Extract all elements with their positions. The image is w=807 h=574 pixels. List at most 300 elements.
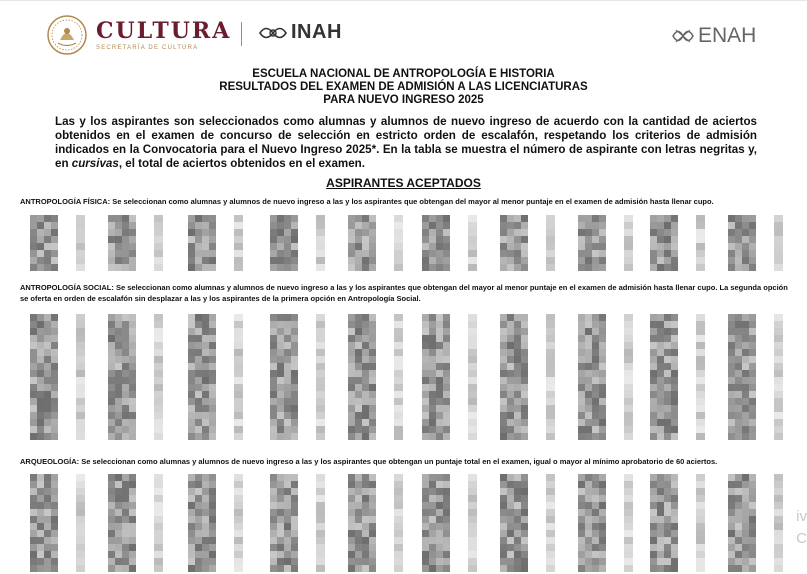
blur-cell <box>51 236 58 243</box>
blur-cell <box>316 349 325 356</box>
cultura-wordmark: CULTURA <box>96 17 232 44</box>
blur-cell <box>76 433 85 440</box>
blur-cell <box>108 328 115 335</box>
blur-cell <box>585 474 592 481</box>
blur-cell <box>585 405 592 412</box>
blur-cell <box>585 488 592 495</box>
blur-cell <box>30 342 37 349</box>
blur-cell <box>657 405 664 412</box>
blur-cell <box>742 236 749 243</box>
blur-cell <box>37 335 44 342</box>
blur-cell <box>284 257 291 264</box>
blur-cell <box>348 433 355 440</box>
blur-cell <box>355 502 362 509</box>
blur-cell <box>76 264 85 271</box>
blur-cell <box>742 222 749 229</box>
blur-cell <box>394 544 403 551</box>
blur-cell <box>188 229 195 236</box>
blur-cell <box>664 370 671 377</box>
blur-cell <box>30 222 37 229</box>
blur-cell <box>592 405 599 412</box>
blur-cell <box>578 349 585 356</box>
blur-cell <box>316 565 325 572</box>
blur-cell <box>291 551 298 558</box>
blur-cell <box>209 264 216 271</box>
blur-cell <box>284 229 291 236</box>
blur-cell <box>188 243 195 250</box>
blur-cell <box>514 335 521 342</box>
blur-cell <box>154 481 163 488</box>
blur-cell <box>195 222 202 229</box>
blur-cell <box>108 474 115 481</box>
blur-cell <box>500 363 507 370</box>
blur-cell <box>51 509 58 516</box>
blur-cell <box>507 481 514 488</box>
blur-cell <box>355 377 362 384</box>
blur-cell <box>664 377 671 384</box>
blur-cell <box>429 474 436 481</box>
blur-cell <box>728 530 735 537</box>
blur-cell <box>154 516 163 523</box>
blur-cell <box>650 509 657 516</box>
blur-cell <box>277 328 284 335</box>
blur-cell <box>657 426 664 433</box>
blur-cell <box>664 222 671 229</box>
blur-cell <box>624 236 633 243</box>
blur-cell <box>774 523 783 530</box>
blur-cell <box>468 257 477 264</box>
blur-cell <box>592 222 599 229</box>
blur-cell <box>696 384 705 391</box>
blur-cell <box>129 250 136 257</box>
blur-cell <box>108 236 115 243</box>
blur-cell <box>355 488 362 495</box>
blur-cell <box>592 243 599 250</box>
blur-cell <box>76 495 85 502</box>
blur-cell <box>291 342 298 349</box>
blur-cell <box>443 426 450 433</box>
blur-cell <box>51 314 58 321</box>
blur-cell <box>44 363 51 370</box>
blur-cell <box>546 264 555 271</box>
blur-cell <box>429 349 436 356</box>
blur-cell <box>514 264 521 271</box>
blur-cell <box>44 488 51 495</box>
blur-cell <box>650 314 657 321</box>
blur-cell <box>774 405 783 412</box>
blur-cell <box>521 335 528 342</box>
blur-cell <box>30 398 37 405</box>
blur-cell <box>234 335 243 342</box>
blur-cell <box>291 502 298 509</box>
blur-cell <box>188 222 195 229</box>
blur-cell <box>270 335 277 342</box>
blur-cell <box>316 391 325 398</box>
blur-cell <box>284 398 291 405</box>
blur-cell <box>348 229 355 236</box>
blur-cell <box>30 356 37 363</box>
blur-cell <box>774 257 783 264</box>
blur-cell <box>742 384 749 391</box>
blur-cell <box>443 474 450 481</box>
blur-cell <box>735 495 742 502</box>
blur-cell <box>468 384 477 391</box>
blur-cell <box>51 488 58 495</box>
blur-cell <box>749 544 756 551</box>
blur-cell <box>234 474 243 481</box>
blur-cell <box>443 481 450 488</box>
blur-cell <box>277 412 284 419</box>
blur-cell <box>51 419 58 426</box>
blur-cell <box>277 243 284 250</box>
blur-cell <box>316 509 325 516</box>
blur-cell <box>578 342 585 349</box>
blur-cell <box>44 222 51 229</box>
title-line-2: RESULTADOS DEL EXAMEN DE ADMISIÓN A LAS LICENCIATURAS <box>219 81 588 93</box>
blur-cell <box>521 257 528 264</box>
blur-cell <box>291 321 298 328</box>
blur-cell <box>188 250 195 257</box>
blur-cell <box>37 551 44 558</box>
blur-cell <box>234 495 243 502</box>
blur-cell <box>129 488 136 495</box>
blur-cell <box>514 384 521 391</box>
blur-cell <box>115 537 122 544</box>
enah-logo <box>670 24 756 48</box>
blur-cell <box>316 551 325 558</box>
blur-cell <box>51 433 58 440</box>
blur-cell <box>316 335 325 342</box>
blur-cell <box>500 328 507 335</box>
blur-cell <box>115 509 122 516</box>
blur-cell <box>546 509 555 516</box>
blur-cell <box>316 537 325 544</box>
blur-cell <box>749 426 756 433</box>
blur-cell <box>514 537 521 544</box>
blur-cell <box>348 537 355 544</box>
blur-cell <box>154 377 163 384</box>
blur-cell <box>585 215 592 222</box>
blur-cell <box>195 328 202 335</box>
blur-cell <box>422 257 429 264</box>
blur-cell <box>122 405 129 412</box>
blur-cell <box>436 363 443 370</box>
blur-cell <box>592 264 599 271</box>
blur-cell <box>195 243 202 250</box>
blur-cell <box>369 314 376 321</box>
blur-cell <box>115 544 122 551</box>
blur-cell <box>429 523 436 530</box>
blur-cell <box>521 349 528 356</box>
blur-cell <box>108 222 115 229</box>
blur-cell <box>436 349 443 356</box>
blur-cell <box>429 321 436 328</box>
blur-cell <box>195 481 202 488</box>
blur-cell <box>195 474 202 481</box>
blur-cell <box>664 551 671 558</box>
blur-cell <box>154 530 163 537</box>
blur-cell <box>202 250 209 257</box>
blur-cell <box>154 384 163 391</box>
blur-cell <box>108 229 115 236</box>
blur-cell <box>436 502 443 509</box>
blur-cell <box>316 516 325 523</box>
blur-cell <box>728 370 735 377</box>
blur-cell <box>115 250 122 257</box>
blur-cell <box>546 551 555 558</box>
blur-cell <box>514 377 521 384</box>
blur-cell <box>742 405 749 412</box>
blur-cell <box>696 509 705 516</box>
blur-cell <box>291 565 298 572</box>
blur-cell <box>585 229 592 236</box>
blur-cell <box>291 426 298 433</box>
blur-cell <box>76 523 85 530</box>
blur-cell <box>500 502 507 509</box>
blur-cell <box>599 264 606 271</box>
blur-cell <box>422 474 429 481</box>
blur-cell <box>546 523 555 530</box>
blur-cell <box>500 433 507 440</box>
blur-cell <box>362 236 369 243</box>
blur-cell <box>429 551 436 558</box>
blur-cell <box>429 356 436 363</box>
blur-cell <box>657 356 664 363</box>
blur-cell <box>37 243 44 250</box>
blur-cell <box>624 229 633 236</box>
blur-cell <box>592 558 599 565</box>
blur-cell <box>316 398 325 405</box>
blur-cell <box>443 321 450 328</box>
blur-cell <box>735 516 742 523</box>
blur-cell <box>546 236 555 243</box>
blur-cell <box>30 509 37 516</box>
blur-cell <box>76 488 85 495</box>
blur-cell <box>277 516 284 523</box>
blur-cell <box>599 243 606 250</box>
blur-cell <box>728 321 735 328</box>
blur-cell <box>735 243 742 250</box>
blur-cell <box>514 328 521 335</box>
blur-cell <box>500 222 507 229</box>
blur-cell <box>76 363 85 370</box>
blur-cell <box>585 356 592 363</box>
blur-cell <box>429 215 436 222</box>
blur-cell <box>202 335 209 342</box>
blur-cell <box>348 391 355 398</box>
blur-cell <box>443 544 450 551</box>
blur-cell <box>585 349 592 356</box>
blur-cell <box>436 222 443 229</box>
blur-cell <box>369 370 376 377</box>
blur-cell <box>585 328 592 335</box>
blur-cell <box>115 349 122 356</box>
blur-cell <box>514 398 521 405</box>
blur-cell <box>578 495 585 502</box>
blur-cell <box>30 516 37 523</box>
blur-cell <box>76 391 85 398</box>
blur-cell <box>270 544 277 551</box>
blur-cell <box>436 433 443 440</box>
blur-cell <box>624 481 633 488</box>
blur-cell <box>369 530 376 537</box>
blur-cell <box>657 335 664 342</box>
blur-cell <box>507 523 514 530</box>
blur-cell <box>585 530 592 537</box>
blur-cell <box>108 321 115 328</box>
blur-cell <box>664 426 671 433</box>
blur-cell <box>76 426 85 433</box>
blur-cell <box>578 412 585 419</box>
blur-cell <box>521 342 528 349</box>
blur-cell <box>270 474 277 481</box>
blur-cell <box>599 481 606 488</box>
blur-cell <box>521 250 528 257</box>
blur-cell <box>468 321 477 328</box>
blur-cell <box>728 250 735 257</box>
blur-cell <box>735 377 742 384</box>
blur-cell <box>316 412 325 419</box>
blur-cell <box>154 502 163 509</box>
blur-cell <box>209 419 216 426</box>
blur-cell <box>592 349 599 356</box>
blur-cell <box>316 236 325 243</box>
blur-cell <box>657 229 664 236</box>
blur-cell <box>348 502 355 509</box>
blur-cell <box>585 398 592 405</box>
blur-cell <box>578 215 585 222</box>
blur-cell <box>44 335 51 342</box>
blur-cell <box>291 523 298 530</box>
blur-cell <box>443 398 450 405</box>
blur-cell <box>443 215 450 222</box>
blur-cell <box>578 537 585 544</box>
blur-cell <box>355 537 362 544</box>
blur-cell <box>188 474 195 481</box>
blur-cell <box>735 370 742 377</box>
blur-cell <box>355 412 362 419</box>
blur-cell <box>742 243 749 250</box>
blur-cell <box>521 481 528 488</box>
blur-cell <box>728 229 735 236</box>
blur-cell <box>624 264 633 271</box>
blur-cell <box>277 384 284 391</box>
blur-cell <box>51 377 58 384</box>
blur-cell <box>578 356 585 363</box>
blur-cell <box>429 509 436 516</box>
blur-cell <box>209 398 216 405</box>
blur-cell <box>657 433 664 440</box>
blur-cell <box>129 243 136 250</box>
blur-cell <box>202 391 209 398</box>
blur-cell <box>188 257 195 264</box>
blur-cell <box>44 551 51 558</box>
blur-cell <box>507 215 514 222</box>
blur-cell <box>742 363 749 370</box>
blur-cell <box>429 314 436 321</box>
blur-cell <box>585 377 592 384</box>
blur-cell <box>355 356 362 363</box>
blur-cell <box>37 215 44 222</box>
blur-cell <box>394 488 403 495</box>
blur-cell <box>234 419 243 426</box>
blur-cell <box>578 433 585 440</box>
blur-cell <box>115 236 122 243</box>
blur-cell <box>234 215 243 222</box>
blur-cell <box>592 215 599 222</box>
blur-cell <box>592 565 599 572</box>
blur-cell <box>115 377 122 384</box>
blur-cell <box>657 328 664 335</box>
blur-cell <box>129 558 136 565</box>
blur-cell <box>291 495 298 502</box>
blur-cell <box>443 530 450 537</box>
blur-cell <box>195 391 202 398</box>
blur-cell <box>108 565 115 572</box>
blur-cell <box>521 495 528 502</box>
blur-cell <box>122 321 129 328</box>
blur-cell <box>129 335 136 342</box>
blur-cell <box>284 328 291 335</box>
blur-cell <box>599 328 606 335</box>
blur-cell <box>521 314 528 321</box>
blur-cell <box>188 377 195 384</box>
blur-cell <box>657 264 664 271</box>
blur-cell <box>422 314 429 321</box>
blur-cell <box>500 523 507 530</box>
blur-cell <box>749 495 756 502</box>
blur-cell <box>369 433 376 440</box>
blur-cell <box>316 433 325 440</box>
blur-cell <box>188 426 195 433</box>
blur-cell <box>624 537 633 544</box>
blur-cell <box>696 377 705 384</box>
blur-cell <box>369 558 376 565</box>
blur-cell <box>500 530 507 537</box>
blur-cell <box>122 335 129 342</box>
blur-cell <box>369 502 376 509</box>
blur-cell <box>742 558 749 565</box>
blur-cell <box>735 250 742 257</box>
blur-cell <box>270 426 277 433</box>
blur-cell <box>468 412 477 419</box>
blur-cell <box>657 537 664 544</box>
blur-cell <box>546 229 555 236</box>
blur-cell <box>129 419 136 426</box>
blur-cell <box>671 250 678 257</box>
blur-cell <box>521 502 528 509</box>
blur-cell <box>742 398 749 405</box>
blur-cell <box>44 419 51 426</box>
blur-cell <box>108 349 115 356</box>
blur-cell <box>51 481 58 488</box>
blur-cell <box>546 495 555 502</box>
blur-cell <box>422 433 429 440</box>
blur-cell <box>316 523 325 530</box>
blur-cell <box>348 377 355 384</box>
blur-cell <box>468 405 477 412</box>
blur-cell <box>284 377 291 384</box>
blur-cell <box>443 384 450 391</box>
blur-cell <box>394 558 403 565</box>
blur-cell <box>742 523 749 530</box>
blur-cell <box>355 349 362 356</box>
blur-cell <box>362 321 369 328</box>
blur-cell <box>394 391 403 398</box>
blur-cell <box>284 215 291 222</box>
blur-cell <box>624 257 633 264</box>
section-text: : Se seleccionan como alumnas y alumnos de nuevo ingreso a las y los aspirantes que obtengan del mayor al menor puntaje en el examen de admisión hasta llenar cupo. La segunda opción se oferta en orden de escalafón sin desplazar a las y los aspirantes de la primera opción en Antropología Social. <box>20 283 788 303</box>
